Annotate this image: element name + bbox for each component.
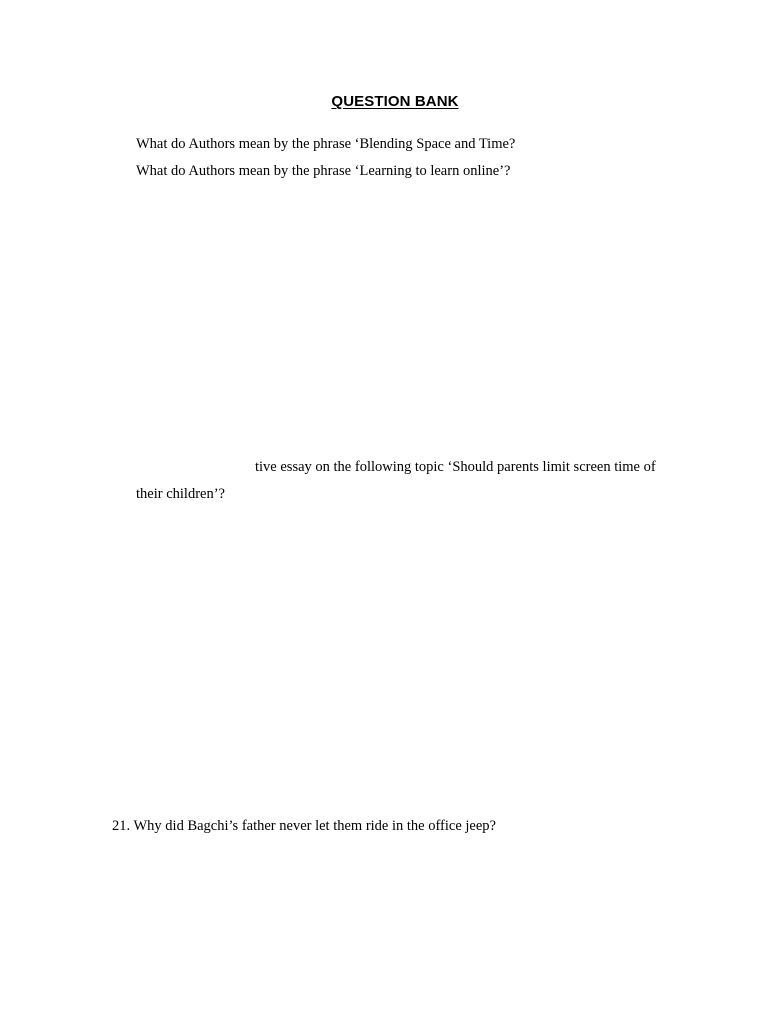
question-learning-to-learn-online: What do Authors mean by the phrase ‘Learning to learn online’?	[136, 163, 511, 179]
question-blending-space-time: What do Authors mean by the phrase ‘Blending Space and Time?	[136, 136, 516, 152]
question-21-bagchi-father: 21. Why did Bagchi’s father never let them ride in the office jeep?	[112, 818, 496, 834]
page-title: QUESTION BANK	[331, 93, 459, 110]
question-essay-screen-time-line2: their children’?	[136, 486, 225, 502]
question-essay-screen-time-line1: tive essay on the following topic ‘Should parents limit screen time of	[255, 459, 656, 475]
